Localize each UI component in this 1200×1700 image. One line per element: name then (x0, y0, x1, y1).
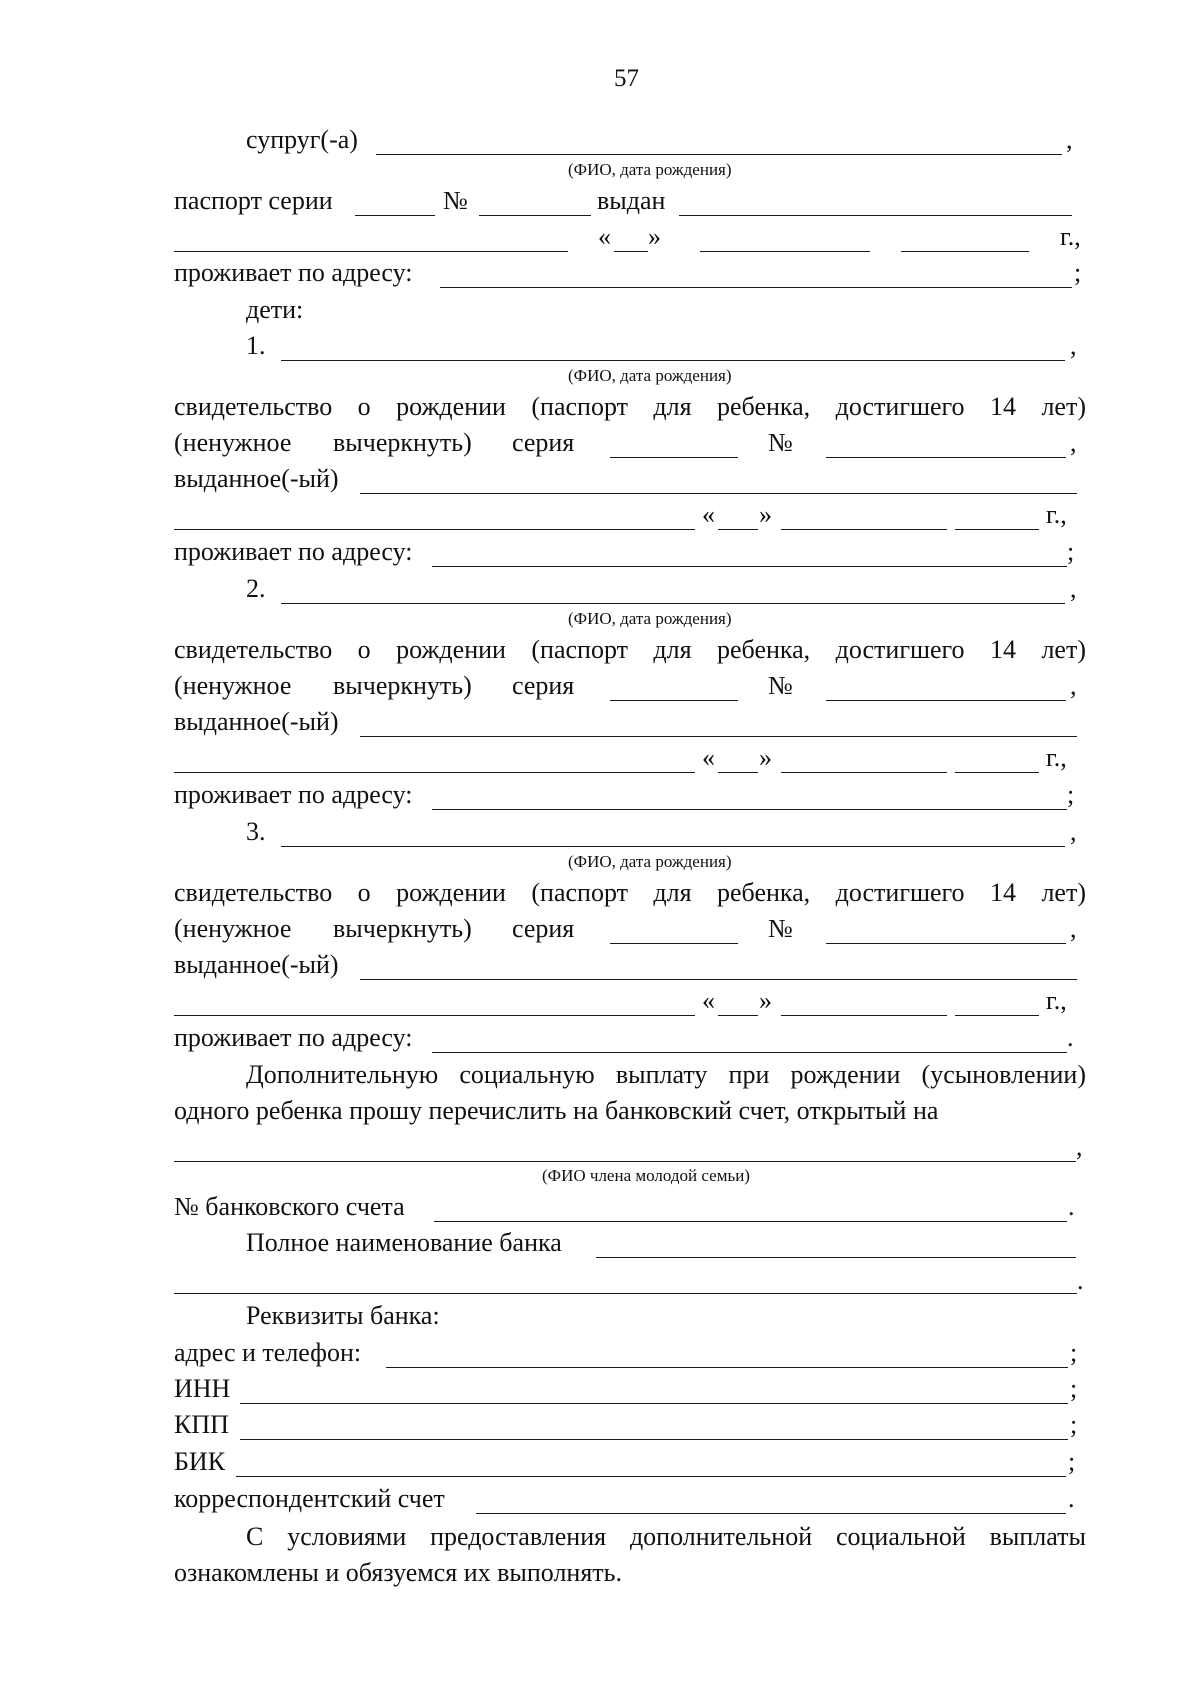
word: для (653, 635, 692, 664)
punct-comma: , (1070, 817, 1077, 846)
word: достигшего (835, 878, 965, 907)
spouse-address-field[interactable] (440, 287, 1072, 288)
word: (паспорт (531, 878, 628, 907)
punct-semicolon: ; (1074, 258, 1082, 287)
bank-address-phone-field[interactable] (386, 1367, 1068, 1368)
word: социальную (459, 1060, 595, 1089)
spouse-passport-number-field[interactable] (479, 215, 591, 216)
child-3-certificate-line (174, 878, 1086, 908)
word: ребенка, (717, 878, 811, 907)
child-1-name-field[interactable] (281, 360, 1065, 361)
child-2-issue-day-field[interactable] (718, 772, 758, 773)
strike-word: вычеркнуть) (333, 671, 472, 700)
year-suffix: г., (1046, 500, 1067, 529)
series-label: серия (512, 428, 575, 457)
series-label: серия (512, 914, 575, 943)
word: дополнительной (629, 1522, 813, 1551)
punct-semicolon: ; (1070, 1410, 1078, 1439)
corr-account-label: корреспондентский счет (174, 1484, 445, 1513)
word: (усыновлении) (921, 1060, 1086, 1089)
child-1-issue-year-field[interactable] (955, 529, 1039, 530)
child-3-address-field[interactable] (432, 1052, 1067, 1053)
spouse-passport-series-field[interactable] (355, 215, 435, 216)
word: достигшего (835, 392, 965, 421)
child-1-series-field[interactable] (610, 457, 738, 458)
strike-word: (ненужное (174, 914, 292, 943)
address-phone-label: адрес и телефон: (174, 1338, 362, 1367)
child-1-issued-by-field[interactable] (360, 493, 1077, 494)
spouse-address-label: проживает по адресу: (174, 258, 413, 287)
passport-series-label: паспорт серии (174, 186, 333, 215)
punct-end: . (1067, 1023, 1074, 1052)
punct-period: . (1068, 1484, 1075, 1513)
word: выплату (615, 1060, 708, 1089)
word: предоставления (430, 1522, 607, 1551)
child-1-index: 1. (246, 331, 266, 360)
quote-open: « (598, 222, 611, 251)
word: для (653, 392, 692, 421)
address-label: проживает по адресу: (174, 780, 413, 809)
word: лет) (1041, 392, 1086, 421)
child-3-name-field[interactable] (281, 846, 1065, 847)
inn-label: ИНН (174, 1374, 231, 1403)
spouse-issue-month-field[interactable] (700, 251, 870, 252)
child-3-issue-month-field[interactable] (781, 1015, 947, 1016)
bank-name-field-2[interactable] (174, 1293, 1077, 1294)
word: свидетельство (174, 878, 333, 907)
bank-name-field[interactable] (596, 1257, 1076, 1258)
account-label: № банковского счета (174, 1192, 405, 1221)
bik-field[interactable] (236, 1476, 1066, 1477)
kpp-label: КПП (174, 1410, 229, 1439)
punct-comma: , (1070, 428, 1077, 457)
address-label: проживает по адресу: (174, 1023, 413, 1052)
word: при (728, 1060, 770, 1089)
child-2-number-field[interactable] (826, 700, 1066, 701)
strike-word: (ненужное (174, 428, 292, 457)
child-2-issue-year-field[interactable] (955, 772, 1039, 773)
issued-label: выдан (597, 186, 666, 215)
child-3-number-field[interactable] (826, 943, 1066, 944)
word: выплаты (989, 1522, 1086, 1551)
payment-paragraph-line-2: одного ребенка прошу перечислить на банковский счет, открытый на (174, 1096, 939, 1125)
issued-label: выданное(-ый) (174, 707, 339, 736)
issued-label: выданное(-ый) (174, 464, 339, 493)
child-3-caption: (ФИО, дата рождения) (568, 852, 732, 871)
child-1-certificate-line (174, 392, 1086, 422)
number-sign: № (768, 671, 793, 700)
number-sign: № (768, 914, 793, 943)
word: ребенка, (717, 392, 811, 421)
spouse-name-field[interactable] (376, 154, 1062, 155)
member-caption: (ФИО члена молодой семьи) (542, 1166, 750, 1185)
child-3-issue-year-field[interactable] (955, 1015, 1039, 1016)
child-1-address-field[interactable] (432, 566, 1067, 567)
payment-paragraph-line-1 (246, 1060, 1086, 1090)
child-1-number-field[interactable] (826, 457, 1066, 458)
child-2-name-field[interactable] (281, 603, 1065, 604)
word: для (653, 878, 692, 907)
spouse-issued-by-field[interactable] (679, 215, 1072, 216)
quote-close: » (759, 743, 772, 772)
punct-period: . (1068, 1192, 1075, 1221)
child-2-address-field[interactable] (432, 809, 1067, 810)
child-2-certificate-line (174, 635, 1086, 665)
inn-field[interactable] (240, 1403, 1068, 1404)
word: ребенка, (717, 635, 811, 664)
child-3-issued-by-field[interactable] (360, 979, 1077, 980)
strike-word: вычеркнуть) (333, 428, 472, 457)
punct-comma: , (1070, 574, 1077, 603)
child-2-issued-by-field-2[interactable] (174, 772, 695, 773)
child-1-caption: (ФИО, дата рождения) (568, 366, 732, 385)
child-2-caption: (ФИО, дата рождения) (568, 609, 732, 628)
child-2-issued-by-field[interactable] (360, 736, 1077, 737)
word: свидетельство (174, 635, 333, 664)
word: (паспорт (531, 635, 628, 664)
word: свидетельство (174, 392, 333, 421)
child-1-issue-day-field[interactable] (718, 529, 758, 530)
word: социальной (835, 1522, 966, 1551)
quote-open: « (702, 500, 715, 529)
word: рождении (790, 1060, 901, 1089)
strike-word: вычеркнуть) (333, 914, 472, 943)
child-2-series-field[interactable] (610, 700, 738, 701)
quote-close: » (759, 500, 772, 529)
word: рождении (396, 635, 506, 664)
child-3-issued-by-field-2[interactable] (174, 1015, 695, 1016)
punct-semicolon: ; (1068, 1447, 1076, 1476)
word: лет) (1041, 878, 1086, 907)
corr-account-field[interactable] (476, 1513, 1066, 1514)
children-heading: дети: (246, 295, 304, 324)
quote-open: « (702, 743, 715, 772)
spouse-issued-by-field-2[interactable] (174, 251, 568, 252)
word: о (357, 635, 371, 664)
year-suffix: г., (1046, 743, 1067, 772)
punct-semicolon: ; (1070, 1374, 1078, 1403)
spouse-label: супруг(-а) (246, 125, 358, 154)
word: условиями (287, 1522, 407, 1551)
punct-comma: , (1070, 914, 1077, 943)
kpp-field[interactable] (240, 1439, 1068, 1440)
punct-comma: , (1076, 1132, 1083, 1161)
punct-comma: , (1070, 671, 1077, 700)
spouse-issue-day-field[interactable] (614, 251, 648, 252)
child-3-index: 3. (246, 817, 266, 846)
word: рождении (396, 392, 506, 421)
word: о (357, 878, 371, 907)
number-sign: № (768, 428, 793, 457)
word: 14 (990, 392, 1016, 421)
spouse-issue-year-field[interactable] (901, 251, 1029, 252)
quote-open: « (702, 986, 715, 1015)
number-sign: № (443, 186, 468, 215)
bank-details-heading: Реквизиты банка: (246, 1301, 440, 1330)
punct-semicolon: ; (1070, 1338, 1078, 1367)
member-name-field[interactable] (174, 1161, 1076, 1162)
punct-comma: , (1066, 125, 1073, 154)
series-label: серия (512, 671, 575, 700)
account-number-field[interactable] (434, 1221, 1067, 1222)
conditions-line-2: ознакомлены и обязуемся их выполнять. (174, 1558, 623, 1587)
issued-label: выданное(-ый) (174, 950, 339, 979)
word: Дополнительную (246, 1060, 439, 1089)
punct-comma: , (1070, 331, 1077, 360)
year-suffix: г., (1060, 222, 1081, 251)
word: рождении (396, 878, 506, 907)
page-number: 57 (614, 65, 639, 92)
child-3-series-field[interactable] (610, 943, 738, 944)
conditions-line-1 (246, 1522, 1086, 1552)
child-2-index: 2. (246, 574, 266, 603)
word: 14 (990, 878, 1016, 907)
child-2-issue-month-field[interactable] (781, 772, 947, 773)
bank-name-label: Полное наименование банка (246, 1228, 562, 1257)
word: 14 (990, 635, 1016, 664)
word: достигшего (835, 635, 965, 664)
child-1-issued-by-field-2[interactable] (174, 529, 695, 530)
bik-label: БИК (174, 1447, 226, 1476)
punct-end: ; (1067, 537, 1075, 566)
word: (паспорт (531, 392, 628, 421)
year-suffix: г., (1046, 986, 1067, 1015)
word: о (357, 392, 371, 421)
punct-period: . (1077, 1266, 1084, 1295)
quote-close: » (648, 222, 661, 251)
word: С (246, 1522, 264, 1551)
punct-end: ; (1067, 780, 1075, 809)
address-label: проживает по адресу: (174, 537, 413, 566)
child-1-issue-month-field[interactable] (781, 529, 947, 530)
quote-close: » (759, 986, 772, 1015)
child-3-issue-day-field[interactable] (718, 1015, 758, 1016)
strike-word: (ненужное (174, 671, 292, 700)
word: лет) (1041, 635, 1086, 664)
spouse-caption: (ФИО, дата рождения) (568, 160, 732, 179)
